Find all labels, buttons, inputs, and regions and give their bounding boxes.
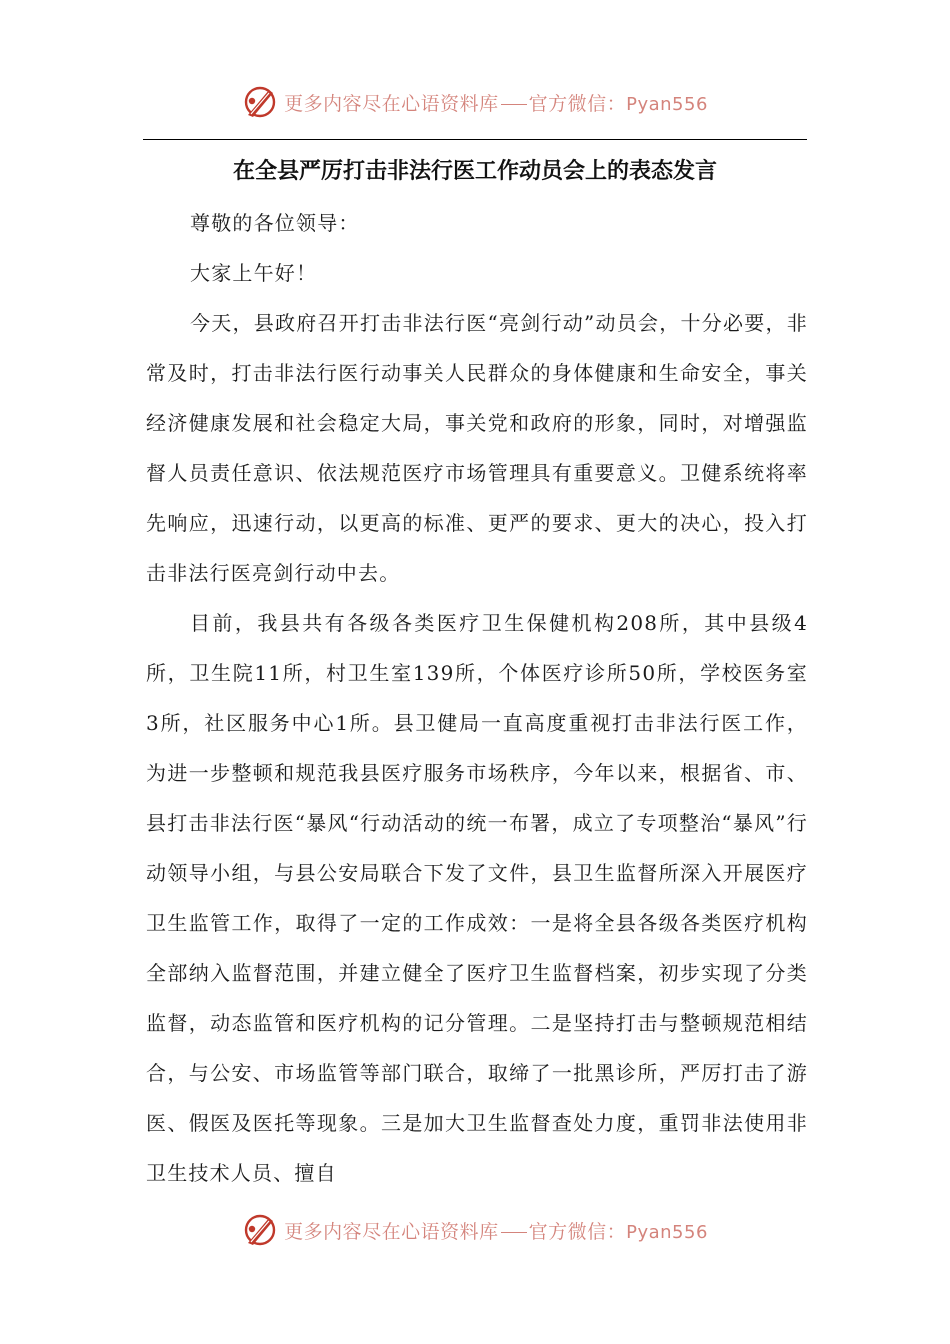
header-banner (0, 82, 950, 122)
banner-text (284, 1217, 708, 1244)
banner-contact-id: Pyan556 (626, 1221, 708, 1243)
banner-contact-label: 官方微信： (528, 1220, 627, 1243)
banner-site-text: 更多内容尽在心语资料库 (284, 1220, 499, 1243)
quill-logo-icon (242, 1212, 278, 1248)
banner-dash (501, 1232, 527, 1233)
body-paragraph: 目前，我县共有各级各类医疗卫生保健机构208所，其中县级4所，卫生院11所，村卫生室139所，个体医疗诊所50所，学校医务室3所，社区服务中心1所。县卫健局一直高度重视打击非法行医工作，为进一步整顿和规范我县医疗服务市场秩序，今年以来，根据省、市、县打击非法行医“暴风“行动活动的统一布署，成立了专项整治“暴风”行动领导小组，与县公安局联合下发了文件，县卫生监督所深入开展医疗卫生监管工作，取得了一定的工作成效：一是将全县各级各类医疗机构全部纳入监督范围，并建立健全了医疗卫生监督档案，初步实现了分类监督，动态监管和医疗机构的记分管理。二是坚持打击与整顿规范相结合，与公安、市场监管等部门联合，取缔了一批黑诊所，严厉打击了游医、假医及医托等现象。三是加大卫生监督查处力度，重罚非法使用非卫生技术人员、擅自 (146, 611, 808, 1185)
document-title: 在全县严厉打击非法行医工作动员会上的表态发言 (232, 159, 717, 184)
banner-contact-label: 官方微信： (528, 92, 627, 115)
footer-banner (0, 1210, 950, 1250)
header-rule (143, 139, 807, 140)
banner-site-text: 更多内容尽在心语资料库 (284, 92, 499, 115)
banner-contact-id: Pyan556 (626, 93, 708, 115)
banner-dash (501, 104, 527, 105)
banner-text (284, 89, 708, 116)
document-body (146, 198, 808, 1198)
salutation: 尊敬的各位领导： (190, 211, 360, 235)
quill-logo-icon (242, 84, 278, 120)
greeting: 大家上午好！ (190, 261, 318, 285)
body-paragraph: 今天，县政府召开打击非法行医“亮剑行动”动员会，十分必要，非常及时，打击非法行医行动事关人民群众的身体健康和生命安全，事关经济健康发展和社会稳定大局，事关党和政府的形象，同时，对增强监督人员责任意识、依法规范医疗市场管理具有重要意义。卫健系统将率先响应，迅速行动，以更高的标准、更严的要求、更大的决心，投入打击非法行医亮剑行动中去。 (146, 311, 808, 585)
